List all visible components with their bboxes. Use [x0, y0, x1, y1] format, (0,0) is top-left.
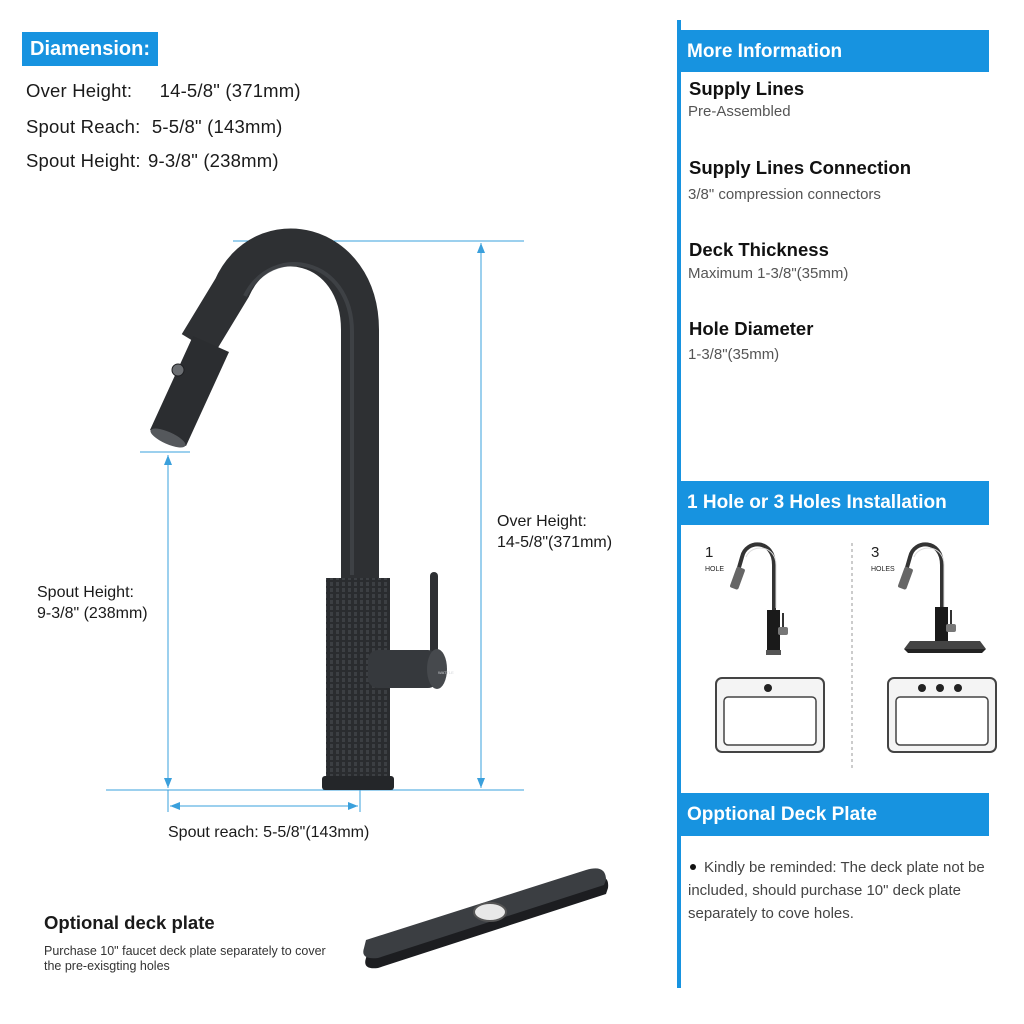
install-3-label: HOLES: [871, 566, 895, 573]
spec-deck-thickness-heading: Deck Thickness: [689, 239, 829, 260]
arrow-over-bottom: [477, 778, 485, 788]
install-3-sink: [888, 678, 996, 752]
optional-deck-plate-title: Opptional Deck Plate: [679, 793, 989, 836]
spray-toggle-button: [172, 364, 184, 376]
bullet-icon: [690, 864, 696, 870]
gooseneck-spout: [198, 247, 360, 580]
install-1-label: HOLE: [705, 566, 725, 573]
install-3-faucet: [897, 544, 986, 653]
spout-height-annotation-value: 9-3/8" (238mm): [37, 605, 148, 622]
arrow-reach-right: [348, 802, 358, 810]
dimension-over-height-label: Over Height:: [26, 80, 133, 101]
install-1-sink: [716, 678, 824, 752]
install-3-number: 3: [871, 544, 880, 561]
dimension-spout-reach-label: Spout Reach:: [26, 116, 141, 137]
spec-connection-heading: Supply Lines Connection: [689, 157, 912, 178]
dimension-spout-reach-value: 5-5/8" (143mm): [151, 116, 283, 137]
deck-plate-reminder-text: Kindly be reminded: The deck plate not be included, should purchase 10" deck plate separately to cove holes.: [688, 859, 985, 922]
arrow-spout-bottom: [164, 778, 172, 788]
installation-title: 1 Hole or 3 Holes Installation: [679, 481, 989, 525]
dimension-spout-height-label: Spout Height:: [26, 150, 141, 171]
installation-illustration: [690, 535, 1010, 775]
dimension-spout-height-value: 9-3/8" (238mm): [148, 150, 279, 171]
deck-plate-reminder: [688, 856, 988, 925]
deck-plate-note: Purchase 10" faucet deck plate separately to cover the pre-exisgting holes: [44, 944, 326, 973]
arrow-spout-top: [164, 455, 172, 465]
more-information-title: More Information: [679, 30, 989, 72]
arrow-over-top: [477, 243, 485, 253]
spout-height-annotation: [37, 582, 148, 624]
spec-hole-diameter-heading: Hole Diameter: [689, 318, 814, 339]
deck-plate-hole: [474, 903, 506, 921]
spec-supply-lines-value: Pre-Assembled: [688, 103, 791, 120]
over-height-annotation: [497, 511, 612, 553]
spout-height-annotation-label: Spout Height:: [37, 584, 134, 601]
spec-connection-value: 3/8" compression connectors: [688, 186, 881, 203]
spec-deck-thickness-value: Maximum 1-3/8"(35mm): [688, 265, 849, 282]
spec-supply-lines-heading: Supply Lines: [689, 78, 805, 99]
dimension-over-height-value: 14-5/8" (371mm): [159, 80, 301, 101]
arrow-reach-left: [170, 802, 180, 810]
deck-plate-image: [363, 868, 608, 968]
install-1-faucet: [729, 544, 788, 655]
deck-plate-title: Optional deck plate: [44, 912, 215, 933]
dimension-title: Diamension:: [22, 32, 158, 66]
install-1-number: 1: [705, 544, 714, 561]
faucet-base: [322, 776, 394, 790]
spout-reach-annotation: Spout reach: 5-5/8"(143mm): [168, 824, 370, 841]
brand-mark: WATTLE: [438, 670, 454, 675]
spout-highlight: [245, 264, 352, 575]
dimension-lines: [106, 241, 524, 812]
spec-hole-diameter-value: 1-3/8"(35mm): [688, 346, 780, 363]
handle-cap: [427, 649, 447, 689]
over-height-annotation-value: 14-5/8"(371mm): [497, 534, 613, 551]
over-height-annotation-label: Over Height:: [497, 513, 587, 530]
